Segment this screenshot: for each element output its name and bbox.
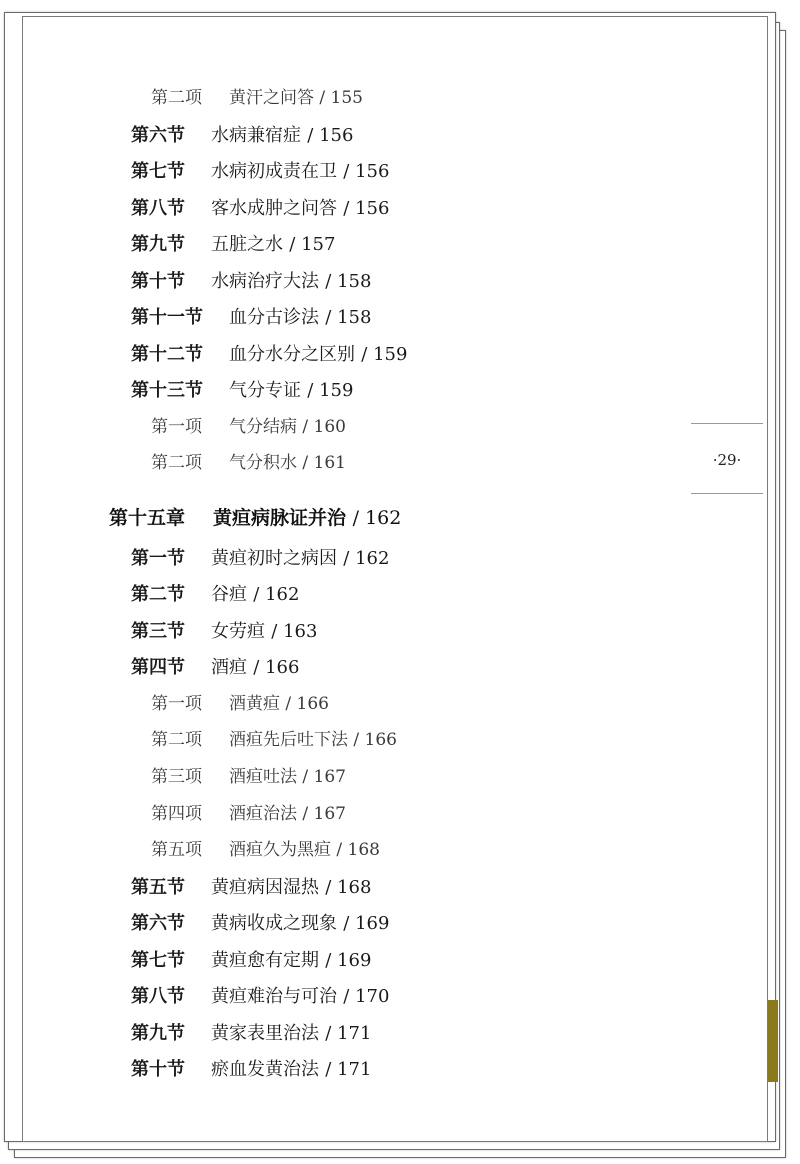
toc-item [151,842,380,859]
toc-page-number: / 159 [307,380,354,401]
toc-page-number: / 171 [325,1023,372,1044]
toc-section [131,163,389,181]
toc-label: 第十节 [131,271,185,292]
toc-title: 黄疸难治与可治 [211,986,337,1007]
toc-page-number: / 162 [343,548,390,569]
toc-page-number: / 170 [343,986,390,1007]
toc-page-number: / 167 [302,767,346,787]
toc-page-number: / 158 [325,271,372,292]
toc-label: 第四节 [131,657,185,678]
toc-title: 水病治疗大法 [211,271,319,292]
toc-label: 第二项 [151,453,202,473]
toc-title: 黄疸愈有定期 [211,950,319,971]
toc-page-number: / 158 [325,307,372,328]
toc-label: 第二节 [131,584,185,605]
toc-section [131,236,335,254]
toc-section [131,586,299,604]
toc-label: 第四项 [151,804,202,824]
toc-item [151,455,346,472]
folio-rule-top [691,423,763,424]
toc-label: 第三节 [131,621,185,642]
toc-page-number: / 162 [253,584,300,605]
toc-page-number: / 163 [271,621,318,642]
toc-section [131,879,371,897]
toc-section [131,550,389,568]
toc-title: 客水成肿之问答 [211,198,337,219]
toc-title: 谷疸 [211,584,247,605]
toc-section [131,915,389,933]
toc-section [131,309,371,327]
toc-item [151,419,346,436]
toc-page-number: / 167 [302,804,346,824]
toc-page-number: / 166 [253,657,300,678]
toc-label: 第一项 [151,417,202,437]
toc-title: 酒黄疸 [229,694,280,714]
toc-label: 第六节 [131,125,185,146]
toc-page-number: / 156 [343,198,390,219]
toc-title: 血分古诊法 [229,307,319,328]
toc-item [151,806,346,823]
toc-title: 黄疸病因湿热 [211,877,319,898]
toc-page-number: / 156 [307,125,354,146]
toc-section [131,659,299,677]
toc-label: 第十节 [131,1059,185,1080]
toc-label: 第三项 [151,767,202,787]
toc-label: 第十三节 [131,380,203,401]
toc-label: 第二项 [151,88,202,108]
toc-label: 第五节 [131,877,185,898]
toc-section [131,127,353,145]
toc-label: 第十五章 [109,507,186,529]
toc-title: 五脏之水 [211,234,283,255]
toc-title: 气分结病 [229,417,297,437]
toc-page-number: / 161 [302,453,346,473]
toc-section [131,200,389,218]
toc-label: 第一项 [151,694,202,714]
toc-label: 第七节 [131,161,185,182]
toc-page-number: / 156 [343,161,390,182]
toc-page-number: / 155 [319,88,363,108]
toc-section [131,382,353,400]
toc-label: 第八节 [131,198,185,219]
toc-title: 水病兼宿症 [211,125,301,146]
toc-title: 酒疸久为黑疸 [229,840,331,860]
toc-label: 第十二节 [131,344,203,365]
toc-title: 黄汗之问答 [229,88,314,108]
toc-label: 第八节 [131,986,185,1007]
toc-label: 第九节 [131,1023,185,1044]
toc-label: 第六节 [131,913,185,934]
toc-page-number: / 162 [352,507,402,529]
toc-title: 黄病收成之现象 [211,913,337,934]
toc-title: 水病初成责在卫 [211,161,337,182]
table-of-contents [23,17,767,1141]
toc-page-number: / 160 [302,417,346,437]
toc-title: 酒疸治法 [229,804,297,824]
toc-section [131,1061,371,1079]
toc-title: 女劳疸 [211,621,265,642]
toc-title: 血分水分之区别 [229,344,355,365]
document-page [22,16,768,1142]
toc-title: 酒疸先后吐下法 [229,730,348,750]
toc-label: 第十一节 [131,307,203,328]
toc-section [131,273,371,291]
toc-page-number: / 166 [285,694,329,714]
toc-page-number: / 168 [325,877,372,898]
toc-title: 酒疸 [211,657,247,678]
toc-section [131,988,389,1006]
toc-page-number: / 168 [336,840,380,860]
toc-page-number: / 169 [343,913,390,934]
toc-label: 第五项 [151,840,202,860]
toc-title: 酒疸吐法 [229,767,297,787]
toc-title: 黄疸初时之病因 [211,548,337,569]
toc-section [131,1025,371,1043]
toc-title: 黄家表里治法 [211,1023,319,1044]
toc-label: 第九节 [131,234,185,255]
toc-page-number: / 169 [325,950,372,971]
toc-title: 气分专证 [229,380,301,401]
toc-section [131,952,371,970]
toc-title: 气分积水 [229,453,297,473]
toc-label: 第七节 [131,950,185,971]
toc-page-number: / 159 [361,344,408,365]
toc-chapter [109,509,401,528]
toc-item [151,696,329,713]
toc-label: 第二项 [151,730,202,750]
toc-item [151,769,346,786]
toc-page-number: / 157 [289,234,336,255]
toc-title: 瘀血发黄治法 [211,1059,319,1080]
toc-item [151,90,363,107]
page-number: ·29· [712,451,742,469]
toc-title: 黄疸病脉证并治 [213,507,347,529]
toc-page-number: / 171 [325,1059,372,1080]
folio-rule-bottom [691,493,763,494]
toc-page-number: / 166 [353,730,397,750]
toc-section [131,346,407,364]
toc-item [151,732,397,749]
toc-label: 第一节 [131,548,185,569]
toc-section [131,623,317,641]
